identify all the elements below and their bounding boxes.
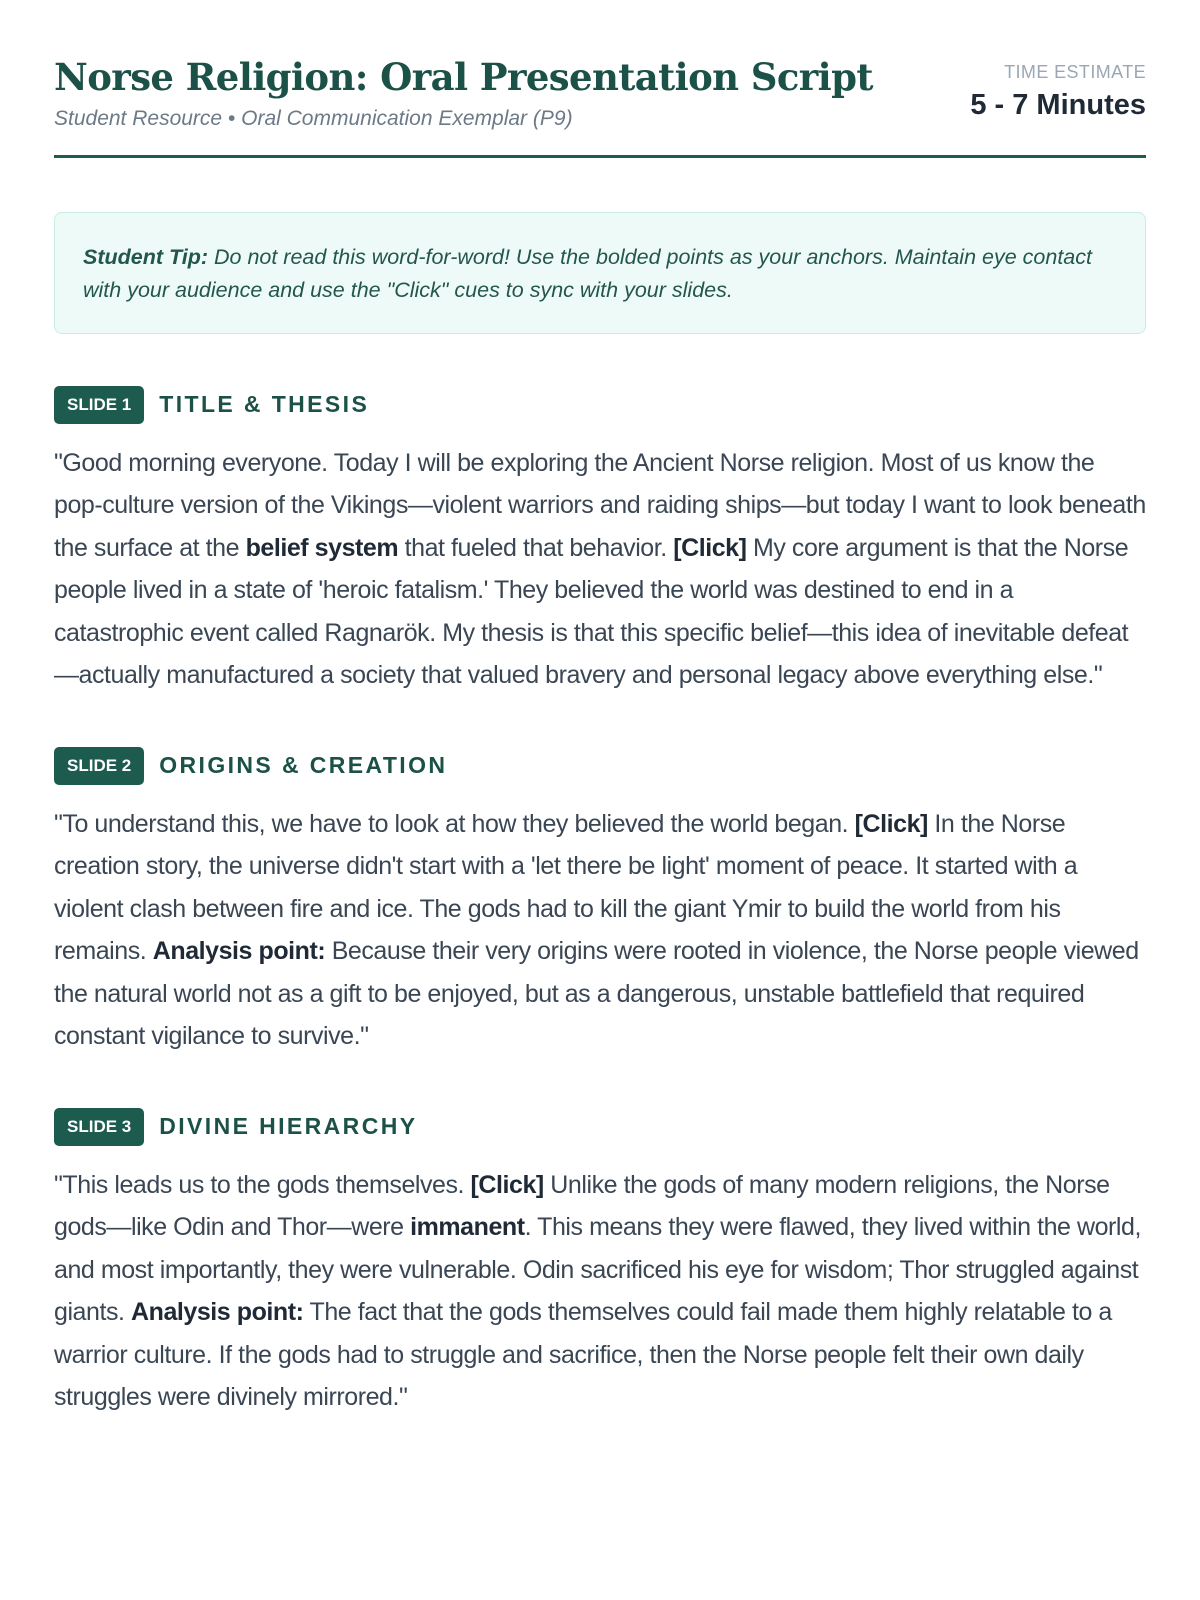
slide-section-3: [54, 1108, 1146, 1419]
script-text: Unlike the gods of many modern religions, the Norse gods—like Odin and Thor—were: [54, 1170, 1110, 1242]
emphasis-text: belief system: [245, 533, 399, 562]
slide-section-1: [54, 386, 1146, 697]
title-block: [54, 56, 873, 131]
emphasis-text: [Click]: [673, 533, 747, 562]
page-subtitle: Student Resource • Oral Communication Exemplar (P9): [54, 106, 573, 130]
slide-badge: SLIDE 1: [54, 386, 144, 424]
emphasis-text: [Click]: [854, 809, 928, 838]
script-text: that fueled that behavior.: [398, 533, 674, 562]
script-text: "Good morning everyone. Today I will be exploring the Ancient Norse religion. Most of us know the pop-culture version of the Vikings—violent warriors and raiding ships—but today I want to look beneath the surface at the: [54, 448, 1146, 562]
time-estimate-label: TIME ESTIMATE: [1004, 62, 1146, 82]
slide-title: ORIGINS & CREATION: [159, 752, 448, 779]
slide-badge: SLIDE 3: [54, 1108, 144, 1146]
script-text: My core argument is that the Norse people lived in a state of 'heroic fatalism.' They believed the world was destined to end in a catastrophic event called Ragnarök. My thesis is that this specific belief—this idea of inevitable defeat—actually manufactured a society that valued bravery and personal legacy above everything else.": [54, 533, 1129, 690]
page-title: Norse Religion: Oral Presentation Script: [54, 55, 873, 99]
emphasis-text: immanent: [410, 1213, 525, 1242]
student-tip-text: Do not read this word-for-word! Use the bolded points as your anchors. Maintain eye contact with your audience and use the "Click" cues to sync with your slides.: [83, 244, 1092, 302]
script-text: "To understand this, we have to look at how they believed the world began.: [54, 809, 855, 838]
slide-section-2: [54, 747, 1146, 1058]
emphasis-text: [Click]: [470, 1170, 544, 1199]
slide-heading: [54, 1108, 1146, 1146]
slide-title: DIVINE HIERARCHY: [159, 1113, 418, 1140]
slide-heading: [54, 747, 1146, 785]
slide-script: [54, 803, 1146, 1058]
script-text: "This leads us to the gods themselves.: [54, 1170, 471, 1199]
slide-script: [54, 442, 1146, 697]
document-header: [54, 56, 1146, 158]
student-tip-label: Student Tip:: [83, 244, 209, 269]
script-text: Because their very origins were rooted in violence, the Norse people viewed the natural world not as a gift to be enjoyed, but as a dangerous, unstable battlefield that required constant vigilance to survive.": [54, 937, 1139, 1051]
time-estimate: [970, 56, 1146, 122]
slide-script: [54, 1164, 1146, 1419]
time-estimate-value: 5 - 7 Minutes: [970, 89, 1146, 121]
student-tip-callout: [54, 212, 1146, 334]
slide-badge: SLIDE 2: [54, 747, 144, 785]
slide-heading: [54, 386, 1146, 424]
emphasis-text: Analysis point:: [131, 1298, 304, 1327]
script-text: The fact that the gods themselves could fail made them highly relatable to a warrior culture. If the gods had to struggle and sacrifice, then the Norse people felt their own daily struggles were divinely mirrored.": [54, 1298, 1112, 1412]
script-text: In the Norse creation story, the universe didn't start with a 'let there be light' moment of peace. It started with a violent clash between fire and ice. The gods had to kill the giant Ymir to build the world from his remains.: [54, 809, 1078, 966]
slide-title: TITLE & THESIS: [159, 391, 370, 418]
script-text: . This means they were flawed, they lived within the world, and most importantly, they were vulnerable. Odin sacrificed his eye for wisdom; Thor struggled against giants.: [54, 1213, 1141, 1327]
emphasis-text: Analysis point:: [152, 937, 326, 966]
